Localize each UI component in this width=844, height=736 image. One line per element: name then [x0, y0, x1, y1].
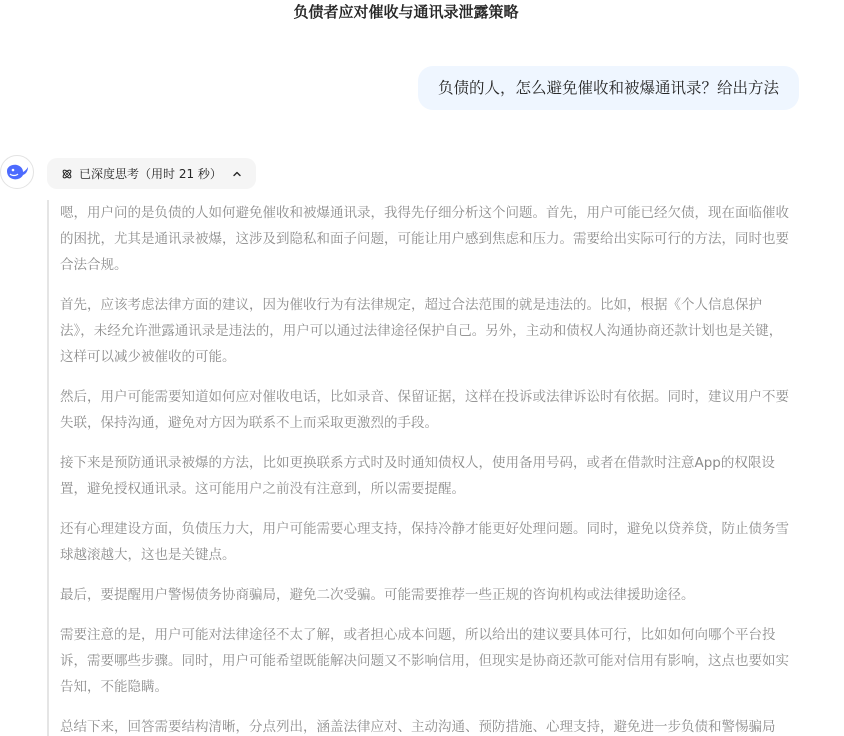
thought-paragraph: 最后，要提醒用户警惕债务协商骗局，避免二次受骗。可能需要推荐一些正规的咨询机构或法律援助途径。 — [60, 587, 695, 603]
atom-icon — [61, 168, 73, 180]
user-message-bubble: 负债的人，怎么避免催收和被爆通讯录？给出方法 — [418, 66, 799, 110]
chevron-up-icon — [232, 169, 242, 179]
thought-paragraph: 总结下来，回答需要结构清晰，分点列出，涵盖法律应对、主动沟通、预防措施、心理支持，避免进一步负债和警惕骗局 — [60, 719, 776, 735]
thought-paragraph: 然后，用户可能需要知道如何应对催收电话，比如录音、保留证据，这样在投诉或法律诉讼时有依据。同时，建议用户不要失联，保持沟通，避免对方因为联系不上而采取更激烈的手段。 — [60, 389, 789, 431]
deep-think-toggle[interactable] — [47, 158, 256, 189]
deep-think-label: 已深度思考（用时 21 秒） — [79, 167, 222, 181]
assistant-avatar — [0, 155, 34, 189]
thinking-content — [47, 200, 792, 736]
thought-paragraph: 首先，应该考虑法律方面的建议，因为催收行为有法律规定，超过合法范围的就是违法的。比如，根据《个人信息保护法》，未经允许泄露通讯录是违法的，用户可以通过法律途径保护自己。另外，主动和债权人沟通协商还款计划也是关键，这样可以减少被催收的可能。 — [60, 297, 783, 365]
whale-logo-icon — [5, 162, 29, 182]
thought-paragraph: 嗯，用户问的是负债的人如何避免催收和被爆通讯录，我得先仔细分析这个问题。首先，用户可能已经欠债，现在面临催收的困扰，尤其是通讯录被爆，这涉及到隐私和面子问题，可能让用户感到焦虑和压力。需要给出实际可行的方法，同时也要合法合规。 — [60, 205, 789, 273]
thought-paragraph: 需要注意的是，用户可能对法律途径不太了解，或者担心成本问题，所以给出的建议要具体可行，比如如何向哪个平台投诉，需要哪些步骤。同时，用户可能希望既能解决问题又不影响信用，但现实是协商还款可能对信用有影响，这点也要如实告知，不能隐瞒。 — [60, 627, 789, 695]
thought-paragraph: 接下来是预防通讯录被爆的方法，比如更换联系方式时及时通知债权人，使用备用号码，或者在借款时注意App的权限设置，避免授权通讯录。这可能用户之前没有注意到，所以需要提醒。 — [60, 455, 775, 497]
thought-paragraph: 还有心理建设方面，负债压力大，用户可能需要心理支持，保持冷静才能更好处理问题。同时，避免以贷养贷，防止债务雪球越滚越大，这也是关键点。 — [60, 521, 789, 563]
page-title: 负债者应对催收与通讯录泄露策略 — [293, 3, 519, 21]
